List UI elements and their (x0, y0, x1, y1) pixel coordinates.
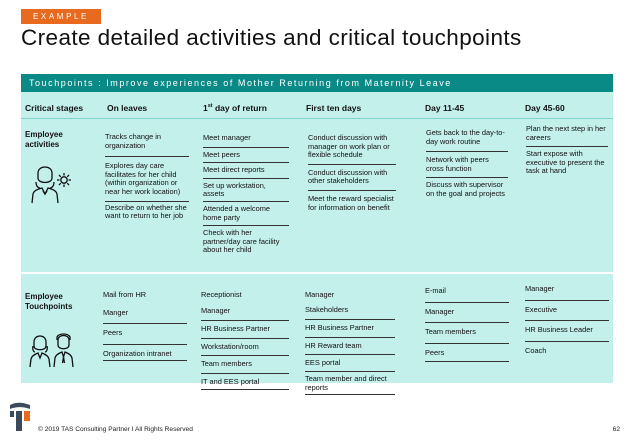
list-item: Meet manager (203, 132, 289, 148)
list-item: Workstation/room (201, 339, 289, 357)
touchpoints-first-day (201, 290, 289, 390)
list-item: Tracks change in organization (105, 132, 189, 157)
list-item: Manager (201, 306, 289, 322)
stage-divider (21, 118, 613, 119)
stage-day-45-60: Day 45-60 (525, 103, 565, 113)
activities-first-ten-days (308, 132, 396, 214)
list-item: E-mail (425, 286, 509, 303)
row-divider (21, 272, 613, 274)
touchpoints-day-45-60 (525, 284, 609, 357)
list-item: HR Business Partner (201, 321, 289, 339)
page-title: Create detailed activities and critical touchpoints (21, 25, 522, 50)
stage-label: Critical stages (25, 103, 84, 113)
stage-first-ten-days: First ten days (306, 103, 362, 113)
touchpoints-day-11-45 (425, 286, 509, 362)
list-item: Manager (305, 290, 335, 299)
list-item: Manager (425, 303, 509, 324)
list-item: Peers (425, 344, 509, 363)
list-item: Team members (201, 356, 289, 374)
list-item: Manger (103, 308, 187, 325)
stage-first-day (203, 103, 267, 113)
example-tag: EXAMPLE (21, 9, 101, 24)
list-item: Manager (525, 284, 609, 301)
activities-on-leave (105, 132, 189, 223)
list-item: Team members (425, 323, 509, 344)
list-item: Check with her partner/day care facility about her child (203, 228, 280, 255)
list-item: Network with peers cross function (426, 152, 508, 178)
list-item: Meet direct reports (203, 163, 289, 179)
list-item: Stakeholders (305, 305, 395, 321)
activities-first-day (203, 132, 289, 257)
list-item: Discuss with supervisor on the goal and projects (426, 180, 505, 198)
stage-first-day-suffix: st (207, 103, 213, 110)
list-item: IT and EES portal (201, 374, 289, 390)
list-item: Team member and direct reports (305, 372, 395, 395)
list-item: Plan the next step in her careers (526, 124, 608, 147)
touchpoints-first-ten-days (305, 290, 395, 395)
touchpoints-on-leave (103, 290, 187, 361)
list-item: HR Reward team (305, 338, 395, 356)
list-item: HR Business Leader (525, 321, 609, 342)
list-item: Meet the reward specialist for information on benefit (308, 193, 394, 212)
list-item: HR Business Partner (305, 320, 395, 338)
page-number: 62 (612, 426, 620, 433)
row-label-activities: Employee activities (25, 130, 63, 149)
list-item: EES portal (305, 355, 395, 372)
list-item: Gets back to the day-to-day work routine (426, 128, 508, 152)
list-item: Meet peers (203, 148, 289, 164)
list-item: Set up workstation, assets (203, 179, 289, 202)
list-item: Explores day care facilitates for her child (within organization or near her work location) (105, 157, 189, 201)
stage-first-day-text: day of return (212, 103, 267, 113)
copyright-text: © 2019 TAS Consulting Partner I All Rights Reserved (38, 426, 193, 433)
stage-on-leaves: On leaves (107, 103, 148, 113)
list-item: Executive (525, 301, 609, 322)
employee-gear-icon (30, 160, 72, 204)
section-banner: Touchpoints : Improve experiences of Mother Returning from Maternity Leave (21, 74, 613, 92)
activities-day-11-45 (426, 128, 508, 201)
list-item: Mail from HR (103, 290, 147, 299)
stage-day-11-45: Day 11-45 (425, 103, 465, 113)
list-item: Coach (525, 345, 547, 355)
list-item: Describe on whether she want to return to her job (105, 202, 187, 221)
list-item: Start expose with executive to present the task at hand (526, 149, 605, 176)
list-item: Conduct discussion with manager on work plan or flexible schedule (308, 132, 396, 165)
list-item: Attended a welcome home party (203, 202, 289, 226)
company-logo-icon (9, 402, 31, 432)
list-item: Receptionist (201, 290, 242, 299)
list-item: Conduct discussion with other stakeholders (308, 165, 396, 191)
list-item: Peers (103, 324, 187, 345)
list-item: Organization intranet (103, 345, 187, 362)
activities-day-45-60 (526, 124, 608, 178)
row-label-touchpoints: Employee Touchpoints (25, 292, 73, 311)
stage-first-day-number: 1 (203, 103, 208, 113)
two-people-icon (29, 330, 77, 368)
